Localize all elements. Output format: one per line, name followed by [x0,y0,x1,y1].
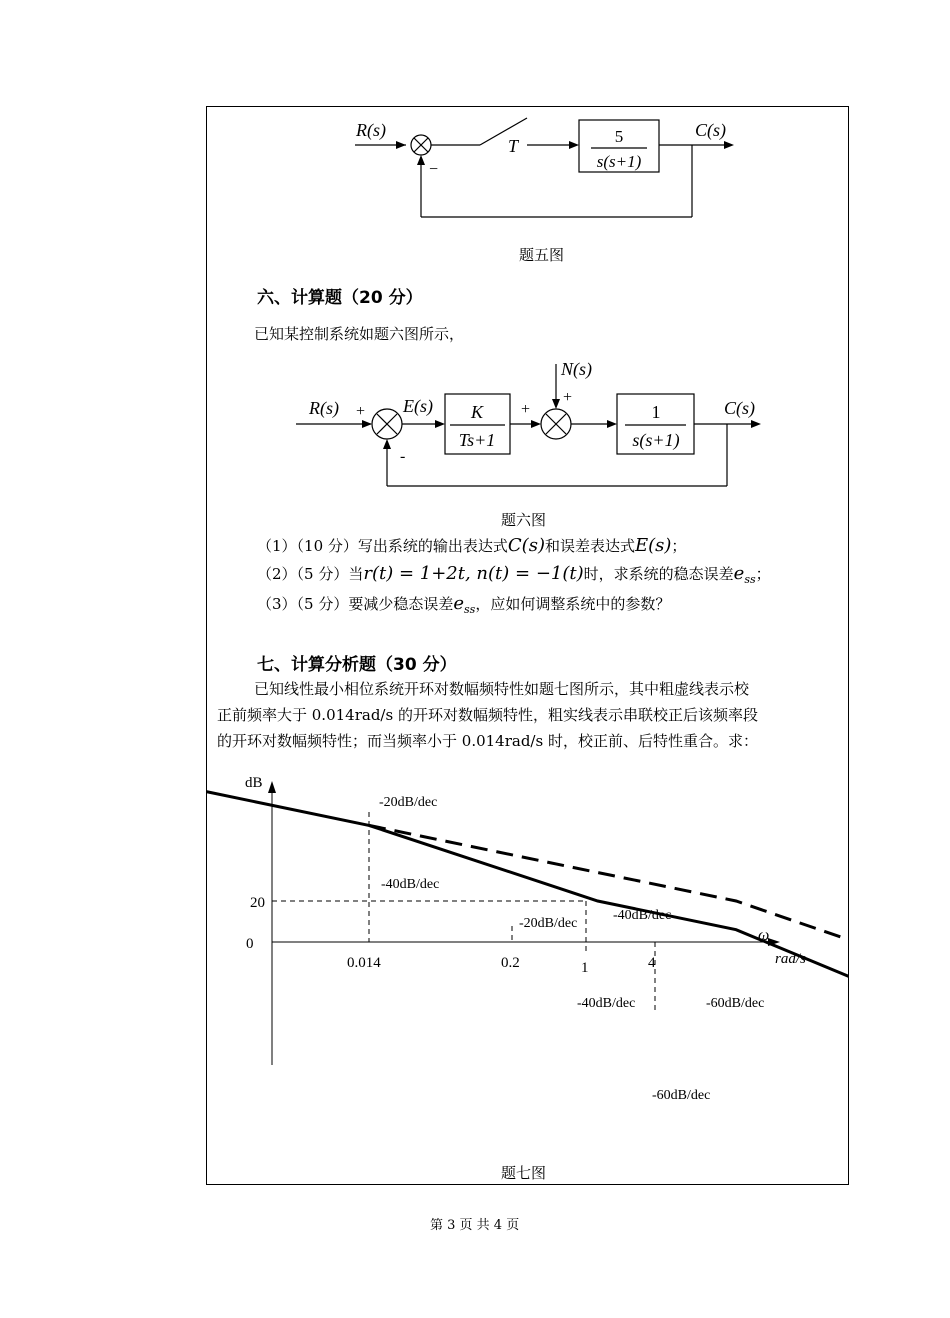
section7-para-line-2: 正前频率大于 0.014rad/s 的开环对数幅频特性，粗实线表示串联校正后该频率段 [217,706,758,724]
fig6-diagram [206,350,849,500]
q1-mid: 和误差表达式 [544,537,635,555]
q2-mid: 时，求系统的稳态误差 [583,565,734,583]
question-6-1 [257,535,686,556]
fig6-plus-sign-1: + [356,403,366,420]
slope-label-after-20: -20dB/dec [519,916,578,931]
y-tick-0: 0 [246,936,254,952]
question-6-2 [257,563,771,586]
fig5-sampler-label: T [508,136,519,156]
slope-label-after-40b: -40dB/dec [577,996,636,1011]
fig5-caption: 题五图 [519,246,565,264]
fig5-output-label: C(s) [695,120,726,140]
section7-heading: 七、计算分析题（30 分） [257,655,457,675]
section6-heading: 六、计算题（20 分） [257,288,423,308]
slope-label-after-60: -60dB/dec [652,1088,711,1103]
fig5-minus-sign: − [429,161,439,178]
x-tick-0014: 0.014 [347,955,381,971]
section7-para-line-1: 已知线性最小相位系统开环对数幅频特性如题七图所示，其中粗虚线表示校 [254,680,750,698]
q2-suffix: ； [755,565,771,583]
fig5-diagram [206,106,849,236]
section6-intro: 已知某控制系统如题六图所示， [254,325,465,343]
slope-label-after-40a: -40dB/dec [381,877,440,892]
fig5-block-numerator: 5 [614,127,624,146]
x-tick-1: 1 [581,960,589,976]
q3-ess-sub: ss [464,603,476,616]
fig6-plus-sign-2: + [521,401,531,418]
slope-label-before-40: -40dB/dec [613,908,672,923]
q1-output-expr: C(s) [507,535,545,556]
question-6-3 [257,593,670,616]
fig6-caption: 题六图 [501,511,547,529]
fig6-error-label: E(s) [403,396,433,416]
x-axis-unit: rad/s [775,951,806,967]
fig6-output-label: C(s) [724,398,755,418]
q1-suffix: ； [671,537,687,555]
x-tick-02: 0.2 [501,955,520,971]
x-axis-omega: ω [758,927,770,944]
slope-label-before-60: -60dB/dec [706,996,765,1011]
fig6-minus-sign: - [400,448,406,465]
fig7-caption: 题七图 [501,1164,547,1182]
y-tick-20: 20 [250,895,265,911]
fig5-block-denominator: s(s+1) [596,152,642,171]
q1-prefix: （1）（10 分）写出系统的输出表达式 [257,537,508,555]
q3-ess: e [453,593,465,614]
slope-label-common-20: -20dB/dec [379,795,438,810]
q3-prefix: （3）（5 分）要减少稳态误差 [257,595,454,613]
fig6-block2-numerator: 1 [651,402,661,422]
q2-prefix: （2）（5 分）当 [257,565,364,583]
fig6-disturbance-label: N(s) [561,359,592,379]
fig7-bode-plot [206,765,849,1155]
q1-error-expr: E(s) [634,535,672,556]
section7-para-line-3: 的开环对数幅频特性；而当频率小于 0.014rad/s 时，校正前、后特性重合。求： [217,732,758,750]
q2-ess-sub: ss [744,573,756,586]
q2-input-expr: r(t) = 1+2t, n(t) = −1(t) [363,563,584,584]
fig6-plus-sign-3: + [563,389,573,406]
q2-ess: e [733,563,745,584]
y-axis-label: dB [245,775,263,791]
fig6-block2-denominator: s(s+1) [632,430,680,450]
fig6-input-label: R(s) [309,398,339,418]
fig6-block1-denominator: Ts+1 [458,430,496,450]
page-footer: 第 3 页 共 4 页 [430,1218,520,1233]
q3-suffix: ，应如何调整系统中的参数？ [475,595,671,613]
y-axis-arrow [268,781,276,793]
fig5-input-label: R(s) [356,120,386,140]
fig6-block1-numerator: K [470,402,484,422]
x-tick-4: 4 [648,955,656,971]
